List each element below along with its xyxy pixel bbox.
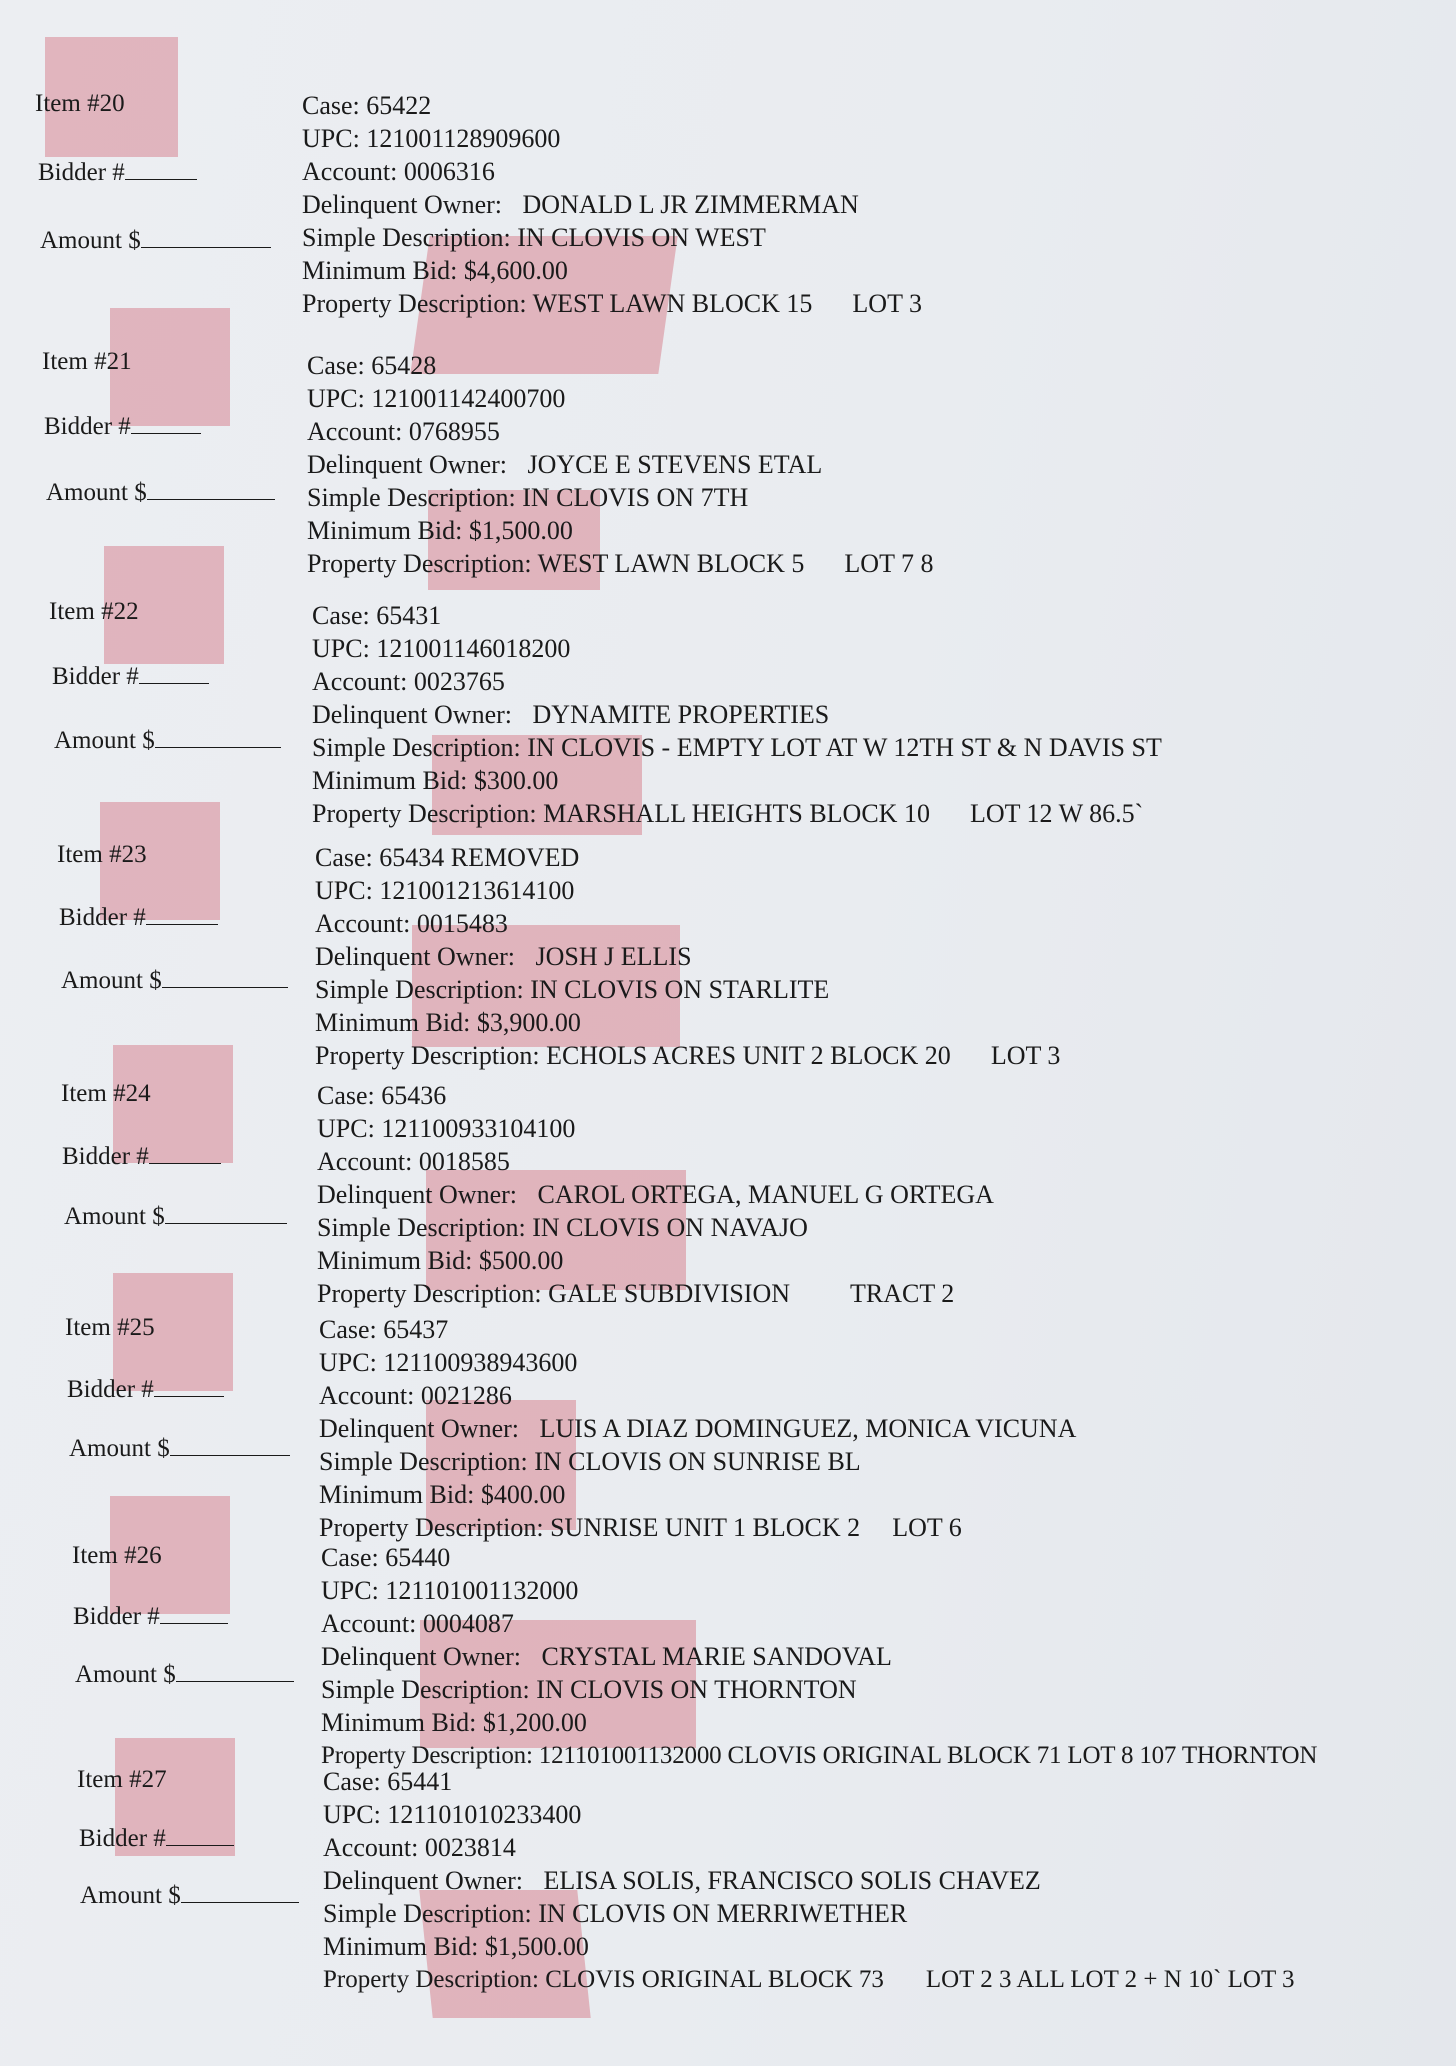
property-description-value: MARSHALL HEIGHTS BLOCK 10 <box>543 799 930 828</box>
simple-description-value: IN CLOVIS - EMPTY LOT AT W 12TH ST & N DAVIS ST <box>527 733 1162 762</box>
lot-value: LOT 12 W 86.5` <box>969 799 1144 828</box>
account-value: 0006316 <box>403 157 495 186</box>
account-line <box>312 665 1162 698</box>
bidder-label: Bidder # <box>44 413 131 440</box>
minimum-bid-line <box>315 1007 1060 1040</box>
bidder-field[interactable] <box>79 1825 234 1851</box>
simple-description-value: IN CLOVIS ON MERRIWETHER <box>538 1899 908 1928</box>
item-number <box>72 1543 162 1568</box>
minimum-bid-line <box>321 1708 1317 1741</box>
owner-label: Delinquent Owner: <box>321 1642 528 1671</box>
minimum-bid-label: Minimum Bid: <box>323 1932 485 1961</box>
property-description-line <box>323 1965 1295 1998</box>
account-label: Account: <box>323 1833 425 1862</box>
upc-value: 121100933104100 <box>381 1114 576 1143</box>
case-label: Case: <box>315 843 380 872</box>
bidder-field[interactable] <box>73 1603 228 1629</box>
property-description-line <box>319 1513 1076 1546</box>
item-label: Item # <box>61 1080 126 1107</box>
bidder-field[interactable] <box>52 663 209 689</box>
item-value: 25 <box>129 1314 155 1341</box>
upc-value: 121001128909600 <box>366 124 561 153</box>
amount-label: Amount $ <box>40 227 141 254</box>
amount-label: Amount $ <box>75 1661 176 1688</box>
property-description-label: Property Description: <box>317 1279 549 1308</box>
item-label: Item # <box>77 1766 142 1793</box>
owner-label: Delinquent Owner: <box>319 1414 526 1443</box>
property-description-label: Property Description: <box>321 1742 539 1769</box>
minimum-bid-line <box>302 254 922 287</box>
item-details <box>317 1081 994 1312</box>
amount-field[interactable] <box>75 1661 294 1687</box>
item-value: 21 <box>106 348 132 375</box>
upc-line <box>321 1576 1317 1609</box>
account-label: Account: <box>302 157 404 186</box>
item-details <box>307 349 934 580</box>
amount-field[interactable] <box>64 1203 287 1229</box>
simple-description-line <box>302 221 922 254</box>
minimum-bid-value: $1,500.00 <box>484 1932 589 1961</box>
case-label: Case: <box>319 1315 384 1344</box>
amount-label: Amount $ <box>61 967 162 994</box>
case-line <box>321 1543 1317 1576</box>
simple-description-label: Simple Description: <box>312 733 528 762</box>
property-description-line <box>317 1279 994 1312</box>
minimum-bid-value: $400.00 <box>480 1480 566 1509</box>
item-details <box>323 1767 1295 1998</box>
simple-description-value: IN CLOVIS ON STARLITE <box>530 975 830 1004</box>
bidder-label: Bidder # <box>79 1825 166 1852</box>
simple-description-line <box>319 1447 1076 1480</box>
bidder-label: Bidder # <box>67 1376 154 1403</box>
case-value: 65428 <box>371 351 437 380</box>
bidder-label: Bidder # <box>73 1603 160 1630</box>
account-value: 0015483 <box>416 909 508 938</box>
item-details <box>315 842 1060 1073</box>
account-line <box>319 1381 1076 1414</box>
owner-value: DONALD L JR ZIMMERMAN <box>522 190 859 219</box>
property-description-value: SUNRISE UNIT 1 BLOCK 2 <box>550 1513 861 1542</box>
bidder-field[interactable] <box>38 159 197 185</box>
upc-value: 121001142400700 <box>371 384 566 413</box>
upc-label: UPC: <box>317 1114 382 1143</box>
simple-description-line <box>307 481 934 514</box>
owner-value: CRYSTAL MARIE SANDOVAL <box>541 1642 892 1671</box>
property-description-label: Property Description: <box>312 799 544 828</box>
amount-field[interactable] <box>46 479 275 505</box>
case-label: Case: <box>323 1767 388 1796</box>
simple-description-value: IN CLOVIS ON NAVAJO <box>532 1213 808 1242</box>
bidder-label: Bidder # <box>62 1143 149 1170</box>
account-label: Account: <box>307 417 409 446</box>
item-details <box>321 1543 1317 1774</box>
minimum-bid-label: Minimum Bid: <box>312 766 474 795</box>
minimum-bid-line <box>319 1480 1076 1513</box>
item-number <box>77 1767 167 1792</box>
owner-label: Delinquent Owner: <box>312 700 519 729</box>
minimum-bid-label: Minimum Bid: <box>319 1480 481 1509</box>
simple-description-label: Simple Description: <box>321 1675 537 1704</box>
owner-label: Delinquent Owner: <box>323 1866 530 1895</box>
account-value: 0023814 <box>424 1833 516 1862</box>
owner-label: Delinquent Owner: <box>317 1180 524 1209</box>
account-label: Account: <box>321 1609 423 1638</box>
simple-description-line <box>315 974 1060 1007</box>
case-value: 65434 REMOVED <box>379 843 580 872</box>
upc-label: UPC: <box>321 1576 386 1605</box>
upc-value: 121100938943600 <box>383 1348 578 1377</box>
simple-description-value: IN CLOVIS ON WEST <box>517 223 766 252</box>
case-line <box>315 842 1060 875</box>
simple-description-line <box>317 1213 994 1246</box>
item-number <box>42 349 132 374</box>
owner-value: CAROL ORTEGA, MANUEL G ORTEGA <box>537 1180 994 1209</box>
lot-value: LOT 7 8 <box>844 549 934 578</box>
owner-value: JOYCE E STEVENS ETAL <box>527 450 823 479</box>
upc-line <box>317 1114 994 1147</box>
case-value: 65440 <box>385 1543 451 1572</box>
account-line <box>323 1833 1295 1866</box>
minimum-bid-line <box>312 764 1162 797</box>
minimum-bid-line <box>323 1932 1295 1965</box>
item-value: 27 <box>141 1766 167 1793</box>
case-value: 65436 <box>381 1081 447 1110</box>
case-line <box>319 1315 1076 1348</box>
minimum-bid-label: Minimum Bid: <box>317 1246 479 1275</box>
item-number <box>49 599 139 624</box>
account-line <box>302 155 922 188</box>
owner-line <box>319 1414 1076 1447</box>
minimum-bid-label: Minimum Bid: <box>315 1008 477 1037</box>
account-label: Account: <box>312 667 414 696</box>
upc-label: UPC: <box>302 124 367 153</box>
simple-description-label: Simple Description: <box>315 975 531 1004</box>
owner-line <box>315 941 1060 974</box>
upc-line <box>302 122 922 155</box>
upc-label: UPC: <box>312 634 377 663</box>
item-details <box>312 599 1162 830</box>
case-label: Case: <box>312 601 377 630</box>
amount-label: Amount $ <box>54 727 155 754</box>
item-value: 22 <box>113 598 139 625</box>
item-value: 23 <box>121 841 147 868</box>
owner-label: Delinquent Owner: <box>302 190 509 219</box>
owner-value: JOSH J ELLIS <box>535 942 692 971</box>
lot-value: LOT 3 <box>852 289 922 318</box>
amount-label: Amount $ <box>64 1203 165 1230</box>
amount-label: Amount $ <box>46 479 147 506</box>
bidder-label: Bidder # <box>38 159 125 186</box>
item-value: 20 <box>99 90 125 117</box>
upc-value: 121001146018200 <box>376 634 571 663</box>
upc-value: 121101001132000 <box>385 1576 579 1605</box>
simple-description-line <box>321 1675 1317 1708</box>
case-label: Case: <box>321 1543 386 1572</box>
minimum-bid-value: $1,200.00 <box>482 1708 587 1737</box>
account-label: Account: <box>315 909 417 938</box>
item-label: Item # <box>49 598 114 625</box>
case-value: 65437 <box>383 1315 449 1344</box>
account-value: 0023765 <box>413 667 505 696</box>
lot-value: LOT 2 3 ALL LOT 2 + N 10` LOT 3 <box>925 1966 1295 1993</box>
simple-description-value: IN CLOVIS ON THORNTON <box>536 1675 857 1704</box>
case-label: Case: <box>307 351 372 380</box>
lot-value: LOT 3 <box>990 1041 1061 1070</box>
amount-field[interactable] <box>61 967 288 993</box>
amount-field[interactable] <box>54 727 281 753</box>
upc-line <box>307 382 934 415</box>
minimum-bid-value: $1,500.00 <box>468 516 573 545</box>
minimum-bid-line <box>317 1246 994 1279</box>
item-label: Item # <box>72 1542 137 1569</box>
minimum-bid-value: $300.00 <box>473 766 559 795</box>
minimum-bid-label: Minimum Bid: <box>321 1708 483 1737</box>
case-value: 65441 <box>387 1767 453 1796</box>
minimum-bid-value: $4,600.00 <box>463 256 568 285</box>
simple-description-value: IN CLOVIS ON 7TH <box>522 483 749 512</box>
item-number <box>65 1315 155 1340</box>
upc-label: UPC: <box>307 384 372 413</box>
amount-field[interactable] <box>69 1435 290 1461</box>
property-description-line <box>307 547 934 580</box>
item-label: Item # <box>42 348 107 375</box>
case-value: 65422 <box>366 91 432 120</box>
simple-description-label: Simple Description: <box>317 1213 533 1242</box>
owner-value: ELISA SOLIS, FRANCISCO SOLIS CHAVEZ <box>543 1866 1041 1895</box>
bidder-field[interactable] <box>59 904 218 930</box>
owner-line <box>323 1866 1295 1899</box>
property-description-value: CLOVIS ORIGINAL BLOCK 73 <box>545 1966 884 1993</box>
upc-line <box>319 1348 1076 1381</box>
case-line <box>302 89 922 122</box>
amount-label: Amount $ <box>69 1435 170 1462</box>
property-description-value: WEST LAWN BLOCK 5 <box>537 549 805 578</box>
case-label: Case: <box>317 1081 382 1110</box>
account-line <box>317 1147 994 1180</box>
account-label: Account: <box>319 1381 421 1410</box>
account-value: 0021286 <box>420 1381 512 1410</box>
bidder-label: Bidder # <box>59 904 146 931</box>
minimum-bid-label: Minimum Bid: <box>302 256 464 285</box>
item-value: 24 <box>125 1080 151 1107</box>
amount-label: Amount $ <box>80 1882 181 1909</box>
simple-description-label: Simple Description: <box>319 1447 535 1476</box>
item-label: Item # <box>65 1314 130 1341</box>
simple-description-value: IN CLOVIS ON SUNRISE BL <box>534 1447 861 1476</box>
lot-value: TRACT 2 <box>850 1279 955 1308</box>
account-label: Account: <box>317 1147 419 1176</box>
owner-line <box>302 188 922 221</box>
simple-description-label: Simple Description: <box>302 223 518 252</box>
item-number <box>35 91 125 116</box>
upc-line <box>315 875 1060 908</box>
bidder-field[interactable] <box>62 1143 221 1169</box>
minimum-bid-label: Minimum Bid: <box>307 516 469 545</box>
owner-line <box>312 698 1162 731</box>
upc-line <box>312 632 1162 665</box>
property-description-line <box>302 287 922 320</box>
item-number <box>61 1081 151 1106</box>
item-label: Item # <box>35 90 100 117</box>
upc-label: UPC: <box>319 1348 384 1377</box>
item-details <box>319 1315 1076 1546</box>
owner-value: DYNAMITE PROPERTIES <box>532 700 830 729</box>
case-value: 65431 <box>376 601 442 630</box>
amount-field[interactable] <box>40 227 271 253</box>
simple-description-line <box>323 1899 1295 1932</box>
property-description-value: ECHOLS ACRES UNIT 2 BLOCK 20 <box>546 1041 951 1070</box>
property-description-line <box>315 1040 1060 1073</box>
case-line <box>323 1767 1295 1800</box>
lot-value: LOT 6 <box>892 1513 962 1542</box>
account-value: 0768955 <box>408 417 500 446</box>
minimum-bid-value: $500.00 <box>478 1246 564 1275</box>
upc-line <box>323 1800 1295 1833</box>
property-description-value: GALE SUBDIVISION <box>548 1279 791 1308</box>
account-line <box>315 908 1060 941</box>
owner-line <box>307 448 934 481</box>
upc-value: 121001213614100 <box>379 876 575 905</box>
item-number <box>57 842 147 867</box>
property-description-value: 121101001132000 CLOVIS ORIGINAL BLOCK 71 LOT 8 107 THORNTON <box>538 1742 1318 1769</box>
case-label: Case: <box>302 91 367 120</box>
owner-label: Delinquent Owner: <box>315 942 522 971</box>
item-details <box>302 89 922 320</box>
case-line <box>307 349 934 382</box>
property-description-line <box>312 797 1162 830</box>
property-description-label: Property Description: <box>307 549 538 578</box>
property-description-label: Property Description: <box>315 1041 547 1070</box>
item-value: 26 <box>136 1542 162 1569</box>
owner-line <box>321 1642 1317 1675</box>
bidder-field[interactable] <box>44 413 201 439</box>
property-description-value: WEST LAWN BLOCK 15 <box>532 289 813 318</box>
case-line <box>317 1081 994 1114</box>
simple-description-line <box>312 731 1162 764</box>
owner-line <box>317 1180 994 1213</box>
upc-value: 121101010233400 <box>387 1800 582 1829</box>
bidder-label: Bidder # <box>52 663 139 690</box>
minimum-bid-value: $3,900.00 <box>476 1008 581 1037</box>
upc-label: UPC: <box>323 1800 388 1829</box>
property-description-label: Property Description: <box>302 289 533 318</box>
property-description-label: Property Description: <box>319 1513 551 1542</box>
amount-field[interactable] <box>80 1882 299 1908</box>
property-description-label: Property Description: <box>323 1966 546 1993</box>
owner-label: Delinquent Owner: <box>307 450 514 479</box>
minimum-bid-line <box>307 514 934 547</box>
account-value: 0018585 <box>418 1147 510 1176</box>
account-value: 0004087 <box>422 1609 514 1638</box>
simple-description-label: Simple Description: <box>323 1899 539 1928</box>
simple-description-label: Simple Description: <box>307 483 523 512</box>
upc-label: UPC: <box>315 876 380 905</box>
case-line <box>312 599 1162 632</box>
account-line <box>307 415 934 448</box>
item-label: Item # <box>57 841 122 868</box>
bidder-field[interactable] <box>67 1376 224 1402</box>
account-line <box>321 1609 1317 1642</box>
owner-value: LUIS A DIAZ DOMINGUEZ, MONICA VICUNA <box>539 1414 1077 1443</box>
